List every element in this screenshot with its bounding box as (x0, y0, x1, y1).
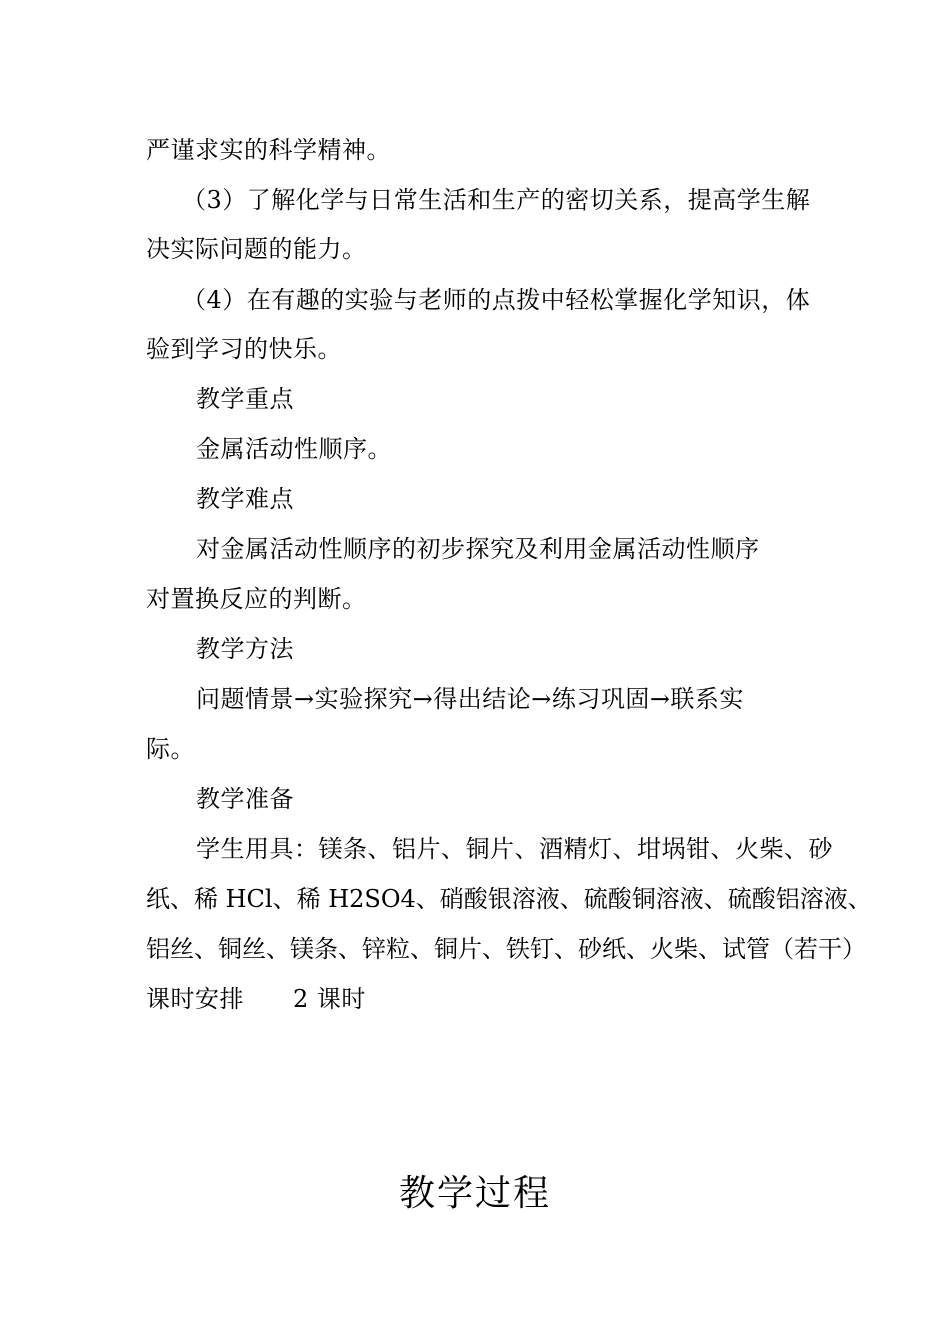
text-line: 验到学习的快乐。 (146, 335, 342, 363)
text-line: 学生用具：镁条、铝片、铜片、酒精灯、坩埚钳、火柴、砂 (196, 835, 833, 863)
text-line: （4）在有趣的实验与老师的点拨中轻松掌握化学知识，体 (182, 286, 811, 314)
text-line: 决实际问题的能力。 (146, 235, 367, 263)
section-heading: 教学方法 (196, 635, 294, 663)
text-line: 纸、稀 HCl、稀 H2SO4、硝酸银溶液、硫酸铜溶液、硫酸铝溶液、 (146, 885, 872, 913)
text-line: 课时安排 2 课时 (146, 985, 366, 1013)
section-heading: 教学重点 (196, 385, 294, 413)
section-heading: 教学准备 (196, 785, 294, 813)
text-line: 对置换反应的判断。 (146, 585, 367, 613)
text-line: 际。 (146, 735, 195, 763)
text-line: 问题情景→实验探究→得出结论→练习巩固→联系实 (196, 685, 744, 713)
section-heading: 教学难点 (196, 485, 294, 513)
text-line: 严谨求实的科学精神。 (146, 136, 391, 164)
text-line: 对金属活动性顺序的初步探究及利用金属活动性顺序 (196, 535, 760, 563)
page-heading: 教学过程 (398, 1173, 551, 1214)
text-line: 铝丝、铜丝、镁条、锌粒、铜片、铁钉、砂纸、火柴、试管（若干） (146, 935, 866, 963)
text-line: 金属活动性顺序。 (196, 435, 392, 463)
text-line: （3）了解化学与日常生活和生产的密切关系，提高学生解 (182, 186, 811, 214)
